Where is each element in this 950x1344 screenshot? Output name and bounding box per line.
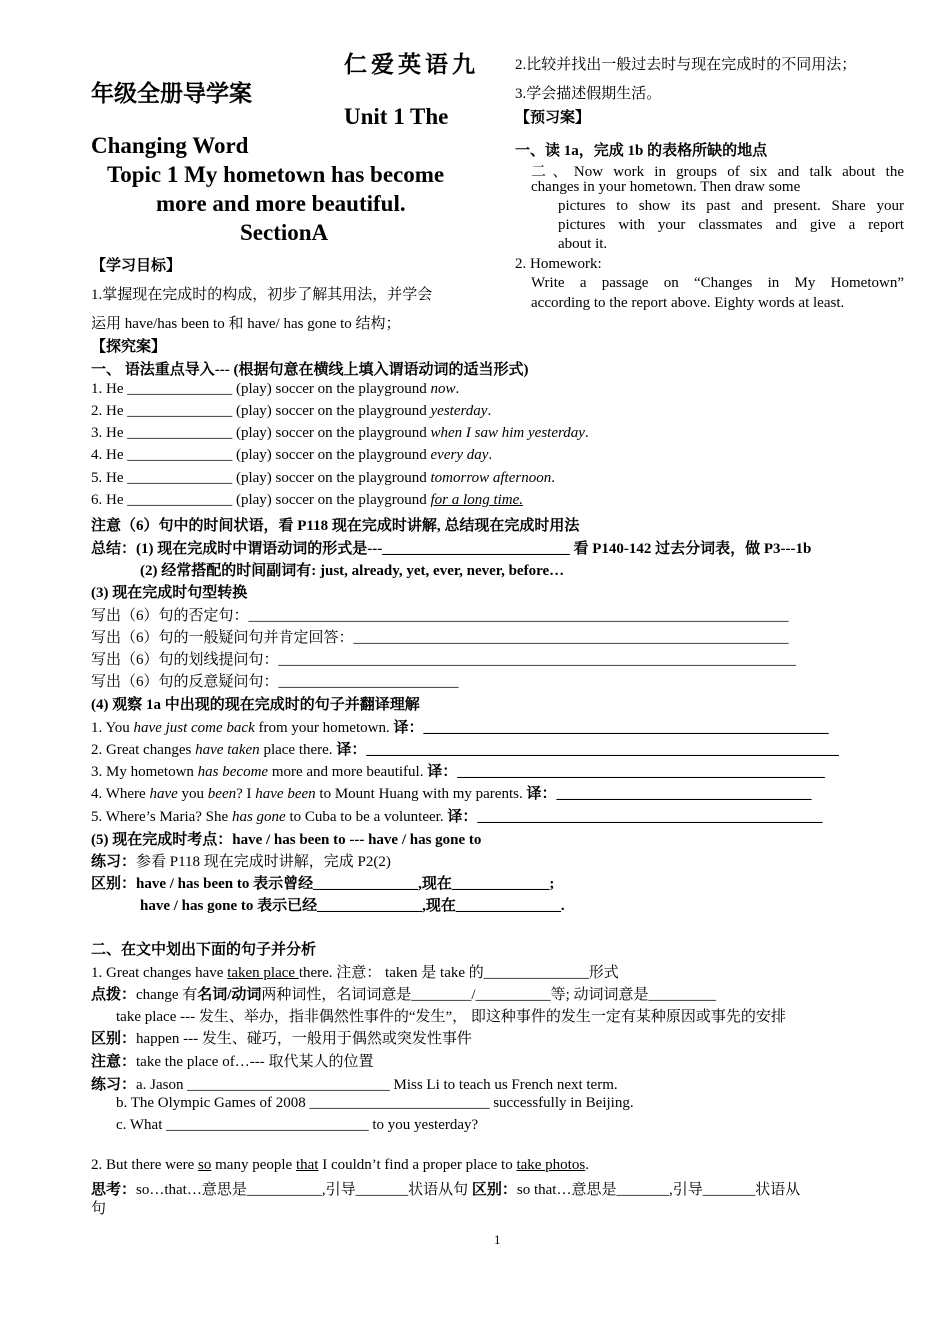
section-4-heading: (4) 观察 1a 中出现的现在完成时的句子并翻译理解 [91,697,420,713]
take-place-line: take place --- 发生、举办，指非偶然性事件的“发生”， 即这种事件的发生一定有某种原因或事先的安排 [116,1009,786,1025]
wh-prompt: 写出（6）句的划线提问句：_____________________________________________________________________ [91,652,797,668]
summary-1: 总结：(1) 现在完成时中谓语动词的形式是---_________________________ 看 P140-142 过去分词表，做 P3---1b [91,541,812,557]
sentence-5: 5. He ______________ (play) soccer on the playground tomorrow afternoon. [91,470,555,486]
title-line-1: 仁爱英语九 [344,52,479,77]
translate-1: 1. You have just come back from your hometown. 译：______________________________________________________ [91,720,829,736]
preview-item-2b: changes in your hometown. Then draw some [531,179,801,195]
think-line-1: 思考：so…that…意思是__________,引导_______状语从句 区别：so that…意思是_______,引导_______状语从 [91,1182,801,1198]
title-line-4: Changing Word [91,133,249,158]
happen-line: 区别：happen --- 发生、碰巧，一般用于偶然或突发性事件 [91,1031,472,1047]
summary-2: (2) 经常搭配的时间副词有: just, already, yet, ever, never, before… [140,563,565,579]
yesno-prompt: 写出（6）句的一般疑问句并肯定回答：__________________________________________________________ [91,630,789,646]
part2-heading: 二、在文中划出下面的句子并分析 [91,942,317,958]
difference-2: have / has gone to 表示已经______________,现在______________. [140,898,565,914]
translate-5: 5. Where’s Maria? She has gone to Cuba to be a volunteer. 译：______________________________________________ [91,809,823,825]
sentence-6: 6. He ______________ (play) soccer on the playground for a long time. [91,492,524,508]
note-6: 注意（6）句中的时间状语，看 P118 现在完成时讲解, 总结现在完成时用法 [91,518,580,534]
preview-item-2d: pictures with your classmates and give a report [558,217,904,233]
homework-line-1: Write a passage on “Changes in My Hometown” [531,275,904,291]
title-line-3: Unit 1 The [344,104,449,129]
title-line-2: 年级全册导学案 [91,81,252,106]
sentence-1: 1. He ______________ (play) soccer on the playground now. [91,381,460,397]
think-line-2: 句 [91,1201,107,1217]
preview-item-2a: 二、Now work in groups of six and talk about the [531,164,904,180]
practice-line: 练习：参看 P118 现在完成时讲解，完成 P2(2) [91,854,391,870]
take-the-place-line: 注意：take the place of…--- 取代某人的位置 [91,1054,374,1070]
translate-3: 3. My hometown has become more and more beautiful. 译：_________________________________________________ [91,764,825,780]
preview-item-2e: about it. [558,236,608,252]
negative-prompt: 写出（6）句的否定句：________________________________________________________________________ [91,608,789,624]
grammar-intro: 一、 语法重点导入--- (根据句意在横线上填入谓语动词的适当形式) [91,362,529,378]
explore-heading: 【探究案】 [91,339,167,355]
title-line-7: SectionA [240,220,329,245]
title-line-6: more and more beautiful. [156,191,406,216]
homework-line-2: according to the report above. Eighty words at least. [531,295,845,311]
preview-item-1: 一、读 1a，完成 1b 的表格所缺的地点 [515,143,768,159]
exercise-c: c. What ___________________________ to you yesterday? [116,1117,479,1133]
sentence-4: 4. He ______________ (play) soccer on the playground every day. [91,447,493,463]
sentence-3: 3. He ______________ (play) soccer on the playground when I saw him yesterday. [91,425,589,441]
goal-1a: 1.掌握现在完成时的构成，初步了解其用法，并学会 [91,287,433,303]
exercise-a: 练习：a. Jason ___________________________ Miss Li to teach us French next term. [91,1077,618,1093]
part2-line-2: 2. But there were so many people that I couldn’t find a proper place to take photos. [91,1157,589,1173]
sentence-2: 2. He ______________ (play) soccer on the playground yesterday. [91,403,492,419]
exercise-b: b. The Olympic Games of 2008 ________________________ successfully in Beijing. [116,1095,634,1111]
title-line-5: Topic 1 My hometown has become [107,162,445,187]
translate-4: 4. Where have you been? I have been to Mount Huang with my parents. 译：__________________________________ [91,786,812,802]
homework-label: 2. Homework: [515,256,602,272]
tag-prompt: 写出（6）句的反意疑问句：________________________ [91,674,459,690]
part2-line-1: 1. Great changes have taken place there. 注意： taken 是 take 的______________形式 [91,965,619,981]
section-5-heading: (5) 现在完成时考点：have / has been to --- have / has gone to [91,832,482,848]
section-3-heading: (3) 现在完成时句型转换 [91,585,248,601]
goal-3: 3.学会描述假期生活。 [515,86,662,102]
preview-heading: 【预习案】 [515,110,591,126]
difference-1: 区别：have / has been to 表示曾经______________,现在_____________; [91,876,555,892]
preview-item-2c: pictures to show its past and present. Share your [558,198,904,214]
goals-heading: 【学习目标】 [91,258,182,274]
translate-2: 2. Great changes have taken place there. 译：_______________________________________________________________ [91,742,839,758]
goal-2: 2.比较并找出一般过去时与现在完成时的不同用法； [515,57,857,73]
tip-line: 点拨：change 有名词/动词两种词性，名词词意是________/__________等; 动词词意是_________ [91,987,717,1003]
page-number: 1 [494,1232,501,1247]
goal-1b: 运用 have/has been to 和 have/ has gone to 结构； [91,316,401,332]
